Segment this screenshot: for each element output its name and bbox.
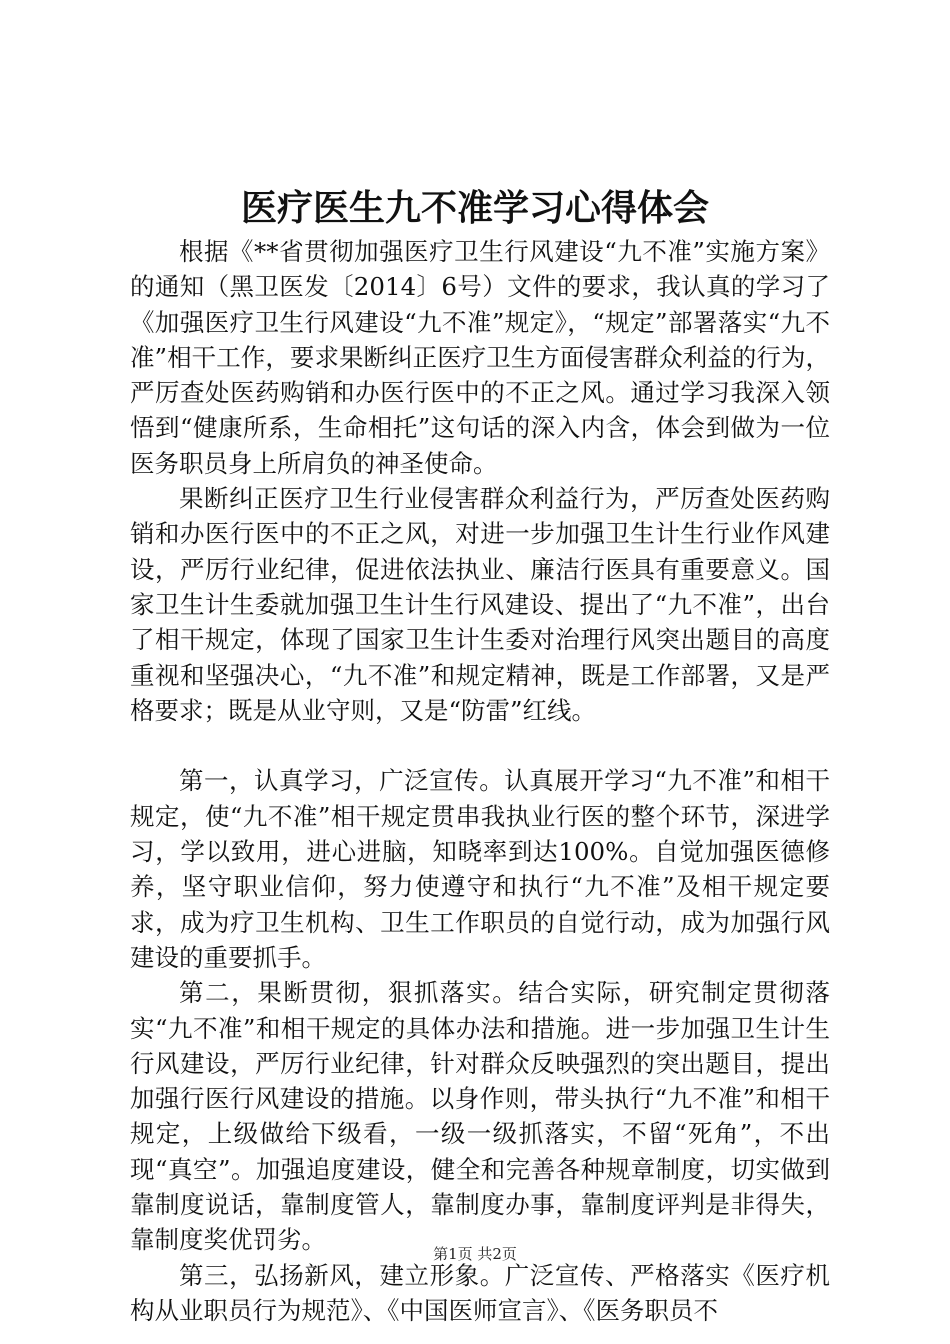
paragraph-point-three: 第三，弘扬新风，建立形象。广泛宣传、严格落实《医疗机构从业职员行为规范》、《中国医师宣言》、《医务职员不 — [130, 1260, 830, 1325]
page-number-footer: 第1页 共2页 — [433, 1245, 517, 1263]
paragraph-significance: 果断纠正医疗卫生行业侵害群众利益行为，严厉查处医药购销和办医行医中的不正之风，对进一步加强卫生计生行业作风建设，严厉行业纪律，促进依法执业、廉洁行医具有重要意义。国家卫生计生委就加强卫生计生行风建设、提出了“九不准”，出台了相干规定，体现了国家卫生计生委对治理行风突出题目的高度重视和坚强决心，“九不准”和规定精神，既是工作部署，又是严格要求；既是从业守则，又是“防雷”红线。 — [130, 484, 830, 725]
paragraph-point-one: 第一，认真学习，广泛宣传。认真展开学习“九不准”和相干规定，使“九不准”相干规定贯串我执业行医的整个环节，深进学习，学以致用，进心进脑，知晓率到达100%。自觉加强医德修养，坚守职业信仰，努力使遵守和执行“九不准”及相干规定要求，成为疗卫生机构、卫生工作职员的自觉行动，成为加强行风建设的重要抓手。 — [130, 766, 830, 972]
document-title: 医疗医生九不准学习心得体会 — [240, 187, 709, 229]
paragraph-intro: 根据《**省贯彻加强医疗卫生行风建设“九不准”实施方案》的通知（黑卫医发〔2014〕6号）文件的要求，我认真的学习了《加强医疗卫生行风建设“九不准”规定》，“规定”部署落实“九不准”相干工作，要求果断纠正医疗卫生方面侵害群众利益的行为，严厉查处医药购销和办医行医中的不正之风。通过学习我深入领悟到“健康所系，生命相托”这句话的深入内含，体会到做为一位医务职员身上所肩负的神圣使命。 — [130, 237, 830, 478]
paragraph-point-two: 第二，果断贯彻，狠抓落实。结合实际，研究制定贯彻落实“九不准”和相干规定的具体办法和措施。进一步加强卫生计生行风建设，严厉行业纪律，针对群众反映强烈的突出题目，提出加强行医行风建设的措施。以身作则，带头执行“九不准”和相干规定，上级做给下级看，一级一级抓落实，不留“死角”，不出现“真空”。加强追度建设，健全和完善各种规章制度，切实做到靠制度说话，靠制度管人，靠制度办事，靠制度评判是非得失，靠制度奖优罚劣。 — [130, 978, 830, 1255]
document-body — [130, 234, 830, 1328]
